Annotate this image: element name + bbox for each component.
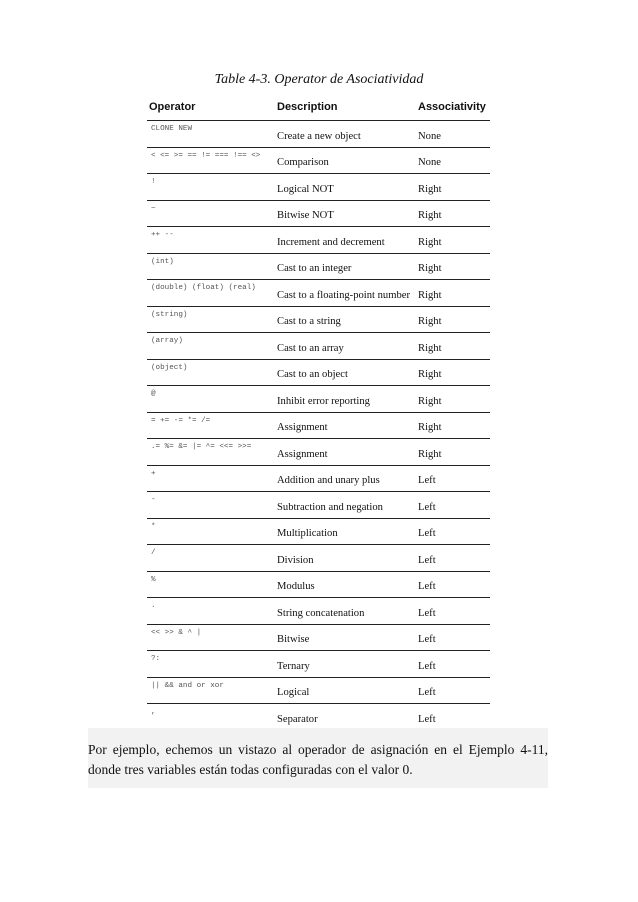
table-row [147, 624, 490, 651]
operator-cell [147, 306, 275, 333]
description-cell [275, 121, 416, 148]
associativity-cell [416, 624, 490, 651]
table-header-row [147, 94, 490, 121]
associativity-text: Right [418, 342, 442, 354]
table-row [147, 651, 490, 678]
operator-cell [147, 200, 275, 227]
associativity-text: Left [418, 581, 436, 592]
description-cell [275, 200, 416, 227]
operator-cell [147, 518, 275, 545]
description-text: Cast to an array [277, 342, 344, 354]
description-text: Logical [277, 687, 310, 698]
description-text: Create a new object [277, 130, 361, 142]
body-paragraph: Por ejemplo, echemos un vistazo al operador de asignación en el Ejemplo 4-11, donde tres variables están todas configuradas con el valor 0. [88, 742, 548, 777]
description-cell [275, 598, 416, 625]
description-cell [275, 465, 416, 492]
associativity-cell [416, 386, 490, 413]
table-row [147, 386, 490, 413]
associativity-cell [416, 704, 490, 731]
description-cell [275, 147, 416, 174]
associativity-text: Right [418, 369, 442, 380]
operator-symbols: (object) [151, 363, 188, 372]
table-row [147, 227, 490, 254]
operator-cell [147, 359, 275, 386]
associativity-text: Right [418, 316, 442, 327]
operator-symbols: % [151, 575, 156, 584]
description-text: Separator [277, 713, 318, 725]
associativity-text: Left [418, 554, 436, 566]
associativity-cell [416, 518, 490, 545]
description-text: Modulus [277, 581, 315, 592]
associativity-cell [416, 677, 490, 704]
operator-cell [147, 439, 275, 466]
associativity-cell [416, 412, 490, 439]
table-row [147, 571, 490, 598]
table-row [147, 492, 490, 519]
description-cell [275, 280, 416, 307]
table-row [147, 253, 490, 280]
operator-symbols: .= %= &= |= ^= <<= >>= [151, 443, 252, 451]
description-cell [275, 333, 416, 360]
description-text: String concatenation [277, 607, 365, 619]
operator-symbols: , [151, 708, 156, 716]
description-text: Increment and decrement [277, 236, 385, 248]
description-text: Bitwise [277, 634, 310, 645]
associativity-cell [416, 359, 490, 386]
operator-symbols: ~ [151, 204, 156, 213]
associativity-text: Left [418, 475, 436, 486]
associativity-cell [416, 545, 490, 572]
operator-cell [147, 333, 275, 360]
operator-cell [147, 386, 275, 413]
body-paragraph-box [88, 728, 548, 788]
associativity-text: Left [418, 660, 436, 672]
description-cell [275, 359, 416, 386]
operator-cell [147, 492, 275, 519]
associativity-cell [416, 200, 490, 227]
description-cell [275, 386, 416, 413]
table-row [147, 121, 490, 148]
associativity-cell [416, 492, 490, 519]
associativity-cell [416, 333, 490, 360]
operator-symbols: . [151, 602, 156, 610]
table-row [147, 306, 490, 333]
operator-symbols: = += -= *= /= [151, 416, 211, 425]
associativity-text: Right [418, 289, 442, 301]
operator-symbols: (double) (float) (real) [151, 284, 256, 292]
associativity-cell [416, 306, 490, 333]
table-row [147, 598, 490, 625]
header-associativity: Associativity [416, 94, 490, 121]
associativity-text: Right [418, 183, 442, 195]
table-row [147, 412, 490, 439]
operator-cell [147, 253, 275, 280]
operator-symbols: ?: [151, 655, 161, 663]
associativity-text: Right [418, 210, 442, 221]
description-cell [275, 412, 416, 439]
description-cell [275, 704, 416, 731]
description-cell [275, 253, 416, 280]
operator-cell [147, 280, 275, 307]
operator-cell [147, 545, 275, 572]
description-cell [275, 677, 416, 704]
operator-symbols: / [151, 549, 156, 557]
operator-symbols: < <= >= == != === !== <> [151, 151, 261, 160]
table-row [147, 465, 490, 492]
description-text: Cast to an integer [277, 263, 352, 274]
operator-symbols: (int) [151, 257, 174, 266]
description-text: Ternary [277, 660, 310, 672]
description-text: Bitwise NOT [277, 210, 334, 221]
operator-symbols: @ [151, 390, 156, 398]
header-description: Description [275, 94, 416, 121]
associativity-cell [416, 598, 490, 625]
operator-cell [147, 174, 275, 201]
operator-cell [147, 412, 275, 439]
table-row [147, 333, 490, 360]
description-cell [275, 518, 416, 545]
operator-cell [147, 571, 275, 598]
operator-table [147, 94, 490, 731]
description-cell [275, 306, 416, 333]
operator-symbols: ! [151, 178, 156, 186]
operator-symbols: CLONE NEW [151, 125, 193, 133]
description-cell [275, 624, 416, 651]
operator-symbols: << >> & ^ | [151, 628, 202, 637]
table-row [147, 174, 490, 201]
operator-cell [147, 227, 275, 254]
description-text: Multiplication [277, 528, 338, 539]
associativity-cell [416, 227, 490, 254]
operator-symbols: (string) [151, 310, 188, 319]
associativity-cell [416, 439, 490, 466]
associativity-cell [416, 253, 490, 280]
associativity-cell [416, 147, 490, 174]
operator-symbols: || && and or xor [151, 681, 224, 690]
associativity-text: Right [418, 448, 442, 460]
description-text: Comparison [277, 157, 329, 168]
associativity-cell [416, 121, 490, 148]
operator-cell [147, 121, 275, 148]
associativity-text: Left [418, 528, 436, 539]
associativity-cell [416, 465, 490, 492]
description-cell [275, 227, 416, 254]
table-row [147, 704, 490, 731]
operator-symbols: ++ -- [151, 231, 174, 239]
description-text: Cast to an object [277, 369, 348, 380]
table-row [147, 677, 490, 704]
table-row [147, 545, 490, 572]
description-text: Assignment [277, 448, 328, 460]
table-row [147, 518, 490, 545]
description-text: Assignment [277, 422, 328, 433]
associativity-text: Left [418, 687, 436, 698]
associativity-text: Left [418, 501, 436, 513]
table-row [147, 200, 490, 227]
operator-cell [147, 147, 275, 174]
description-cell [275, 571, 416, 598]
operator-cell [147, 677, 275, 704]
operator-cell [147, 651, 275, 678]
associativity-text: Left [418, 607, 436, 619]
description-text: Cast to a string [277, 316, 341, 327]
associativity-text: Right [418, 422, 442, 433]
operator-cell [147, 704, 275, 731]
associativity-text: Left [418, 713, 436, 725]
operator-cell [147, 624, 275, 651]
associativity-text: None [418, 130, 441, 142]
header-operator: Operator [147, 94, 275, 121]
description-text: Addition and unary plus [277, 475, 380, 486]
table-row [147, 359, 490, 386]
associativity-cell [416, 571, 490, 598]
description-text: Logical NOT [277, 183, 334, 195]
operator-symbols: + [151, 469, 156, 478]
operator-symbols: - [151, 496, 156, 504]
associativity-text: Right [418, 395, 442, 407]
operator-symbols: * [151, 522, 156, 531]
operator-cell [147, 598, 275, 625]
table-row [147, 280, 490, 307]
associativity-cell [416, 280, 490, 307]
associativity-cell [416, 174, 490, 201]
associativity-text: Left [418, 634, 436, 645]
description-cell [275, 651, 416, 678]
operator-symbols: (array) [151, 337, 183, 345]
description-text: Subtraction and negation [277, 501, 383, 513]
table-caption: Table 4-3. Operator de Asociatividad [214, 72, 424, 87]
associativity-text: Right [418, 263, 442, 274]
associativity-cell [416, 651, 490, 678]
description-cell [275, 174, 416, 201]
table-row [147, 147, 490, 174]
description-cell [275, 492, 416, 519]
description-cell [275, 439, 416, 466]
description-text: Inhibit error reporting [277, 395, 370, 407]
table-row [147, 439, 490, 466]
associativity-text: None [418, 157, 441, 168]
operator-cell [147, 465, 275, 492]
associativity-text: Right [418, 236, 442, 248]
description-text: Cast to a floating-point number [277, 289, 410, 301]
description-cell [275, 545, 416, 572]
description-text: Division [277, 554, 314, 566]
